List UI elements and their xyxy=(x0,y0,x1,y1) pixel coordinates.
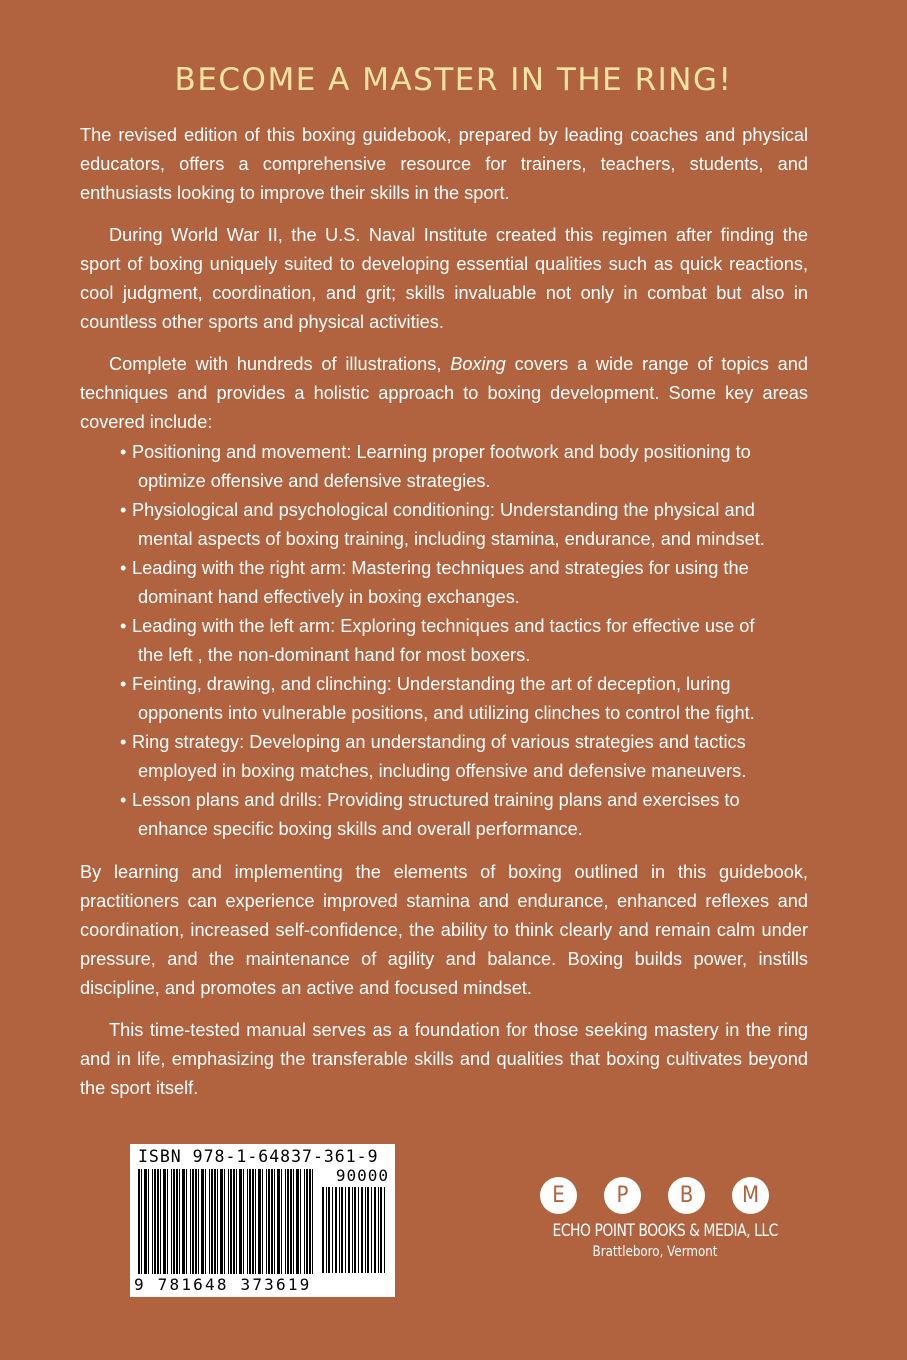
logo-letter-circle: P xyxy=(604,1177,641,1214)
list-item-line1: Ring strategy: Developing an understanding of various strategies and tactics xyxy=(132,732,746,752)
price-code: 90000 xyxy=(335,1166,389,1185)
bullet-icon: • xyxy=(120,732,127,752)
bullet-icon: • xyxy=(120,558,127,578)
topics-list xyxy=(80,438,808,844)
topics-text-start: Complete with hundreds of illustrations, xyxy=(109,354,451,374)
list-item xyxy=(120,786,808,844)
list-item-line2: enhance specific boxing skills and overall performance. xyxy=(138,819,583,839)
logo-letter-circle: E xyxy=(540,1177,577,1214)
list-item-line2: the left , the non-dominant hand for most boxers. xyxy=(138,645,531,665)
list-item-line1: Leading with the right arm: Mastering techniques and strategies for using the xyxy=(132,558,749,578)
headline: BECOME A MASTER IN THE RING! xyxy=(174,62,733,98)
list-item xyxy=(120,670,808,728)
barcode-bars-icon xyxy=(138,1169,313,1274)
list-item-line2: optimize offensive and defensive strategies. xyxy=(138,471,491,491)
list-item xyxy=(120,554,808,612)
list-item-line1: Positioning and movement: Learning proper footwork and body positioning to xyxy=(132,442,751,462)
topics-text-end: covers a wide range of topics and techniques and provides a holistic approach to boxing development. Some key areas covered include: xyxy=(80,354,808,432)
logo-letter-circle: B xyxy=(668,1177,705,1214)
list-item-line2: opponents into vulnerable positions, and utilizing clinches to control the fight. xyxy=(138,703,755,723)
publisher-location: Brattleboro, Vermont xyxy=(592,1244,718,1260)
isbn-label: ISBN 978-1-64837-361-9 xyxy=(138,1147,379,1166)
publisher-logo xyxy=(530,1177,780,1267)
publisher-monogram xyxy=(540,1177,772,1217)
paragraph-benefits: By learning and implementing the elements of boxing outlined in this guidebook, practitioners can experience improved stamina and endurance, enhanced reflexes and coordination, increased self-confidence, the ability to think clearly and remain calm under pressure, and the maintenance of agility and balance. Boxing builds power, instills discipline, and promotes an active and focused mindset. xyxy=(80,862,808,998)
paragraph-history: During World War II, the U.S. Naval Institute created this regimen after finding the sport of boxing uniquely suited to developing essential qualities such as quick reactions, cool judgment, coordination, and grit; skills invaluable not only in combat but also in countless other sports and physical activities. xyxy=(80,225,808,332)
ean-digits: 9 781648 373619 xyxy=(134,1275,312,1294)
bullet-icon: • xyxy=(120,674,127,694)
back-cover-copy xyxy=(80,121,808,1116)
publisher-name: ECHO POINT BOOKS & MEDIA, LLC xyxy=(552,1221,778,1241)
list-item xyxy=(120,728,808,786)
bullet-icon: • xyxy=(120,442,127,462)
list-item-line1: Feinting, drawing, and clinching: Understanding the art of deception, luring xyxy=(132,674,731,694)
bullet-icon: • xyxy=(120,616,127,636)
logo-letter-circle: M xyxy=(732,1177,769,1214)
list-item-line1: Physiological and psychological conditioning: Understanding the physical and xyxy=(132,500,755,520)
paragraph-topics xyxy=(80,350,808,437)
paragraph-intro: The revised edition of this boxing guidebook, prepared by leading coaches and physical educators, offers a comprehensive resource for trainers, teachers, students, and enthusiasts looking to improve their skills in the sport. xyxy=(80,125,808,203)
list-item-line2: dominant hand effectively in boxing exchanges. xyxy=(138,587,520,607)
list-item-line2: mental aspects of boxing training, including stamina, endurance, and mindset. xyxy=(138,529,765,549)
list-item-line1: Lesson plans and drills: Providing structured training plans and exercises to xyxy=(132,790,740,810)
list-item xyxy=(120,496,808,554)
list-item xyxy=(120,612,808,670)
book-title-italic: Boxing xyxy=(450,354,506,374)
bullet-icon: • xyxy=(120,790,127,810)
paragraph-closing: This time-tested manual serves as a foundation for those seeking mastery in the ring and in life, emphasizing the transferable skills and qualities that boxing cultivates beyond the sport itself. xyxy=(80,1020,808,1098)
list-item-line1: Leading with the left arm: Exploring techniques and tactics for effective use of xyxy=(132,616,755,636)
bullet-icon: • xyxy=(120,500,127,520)
isbn-barcode xyxy=(130,1144,395,1297)
list-item-line2: employed in boxing matches, including offensive and defensive maneuvers. xyxy=(138,761,747,781)
list-item xyxy=(120,438,808,496)
addon-barcode-bars-icon xyxy=(322,1187,387,1273)
